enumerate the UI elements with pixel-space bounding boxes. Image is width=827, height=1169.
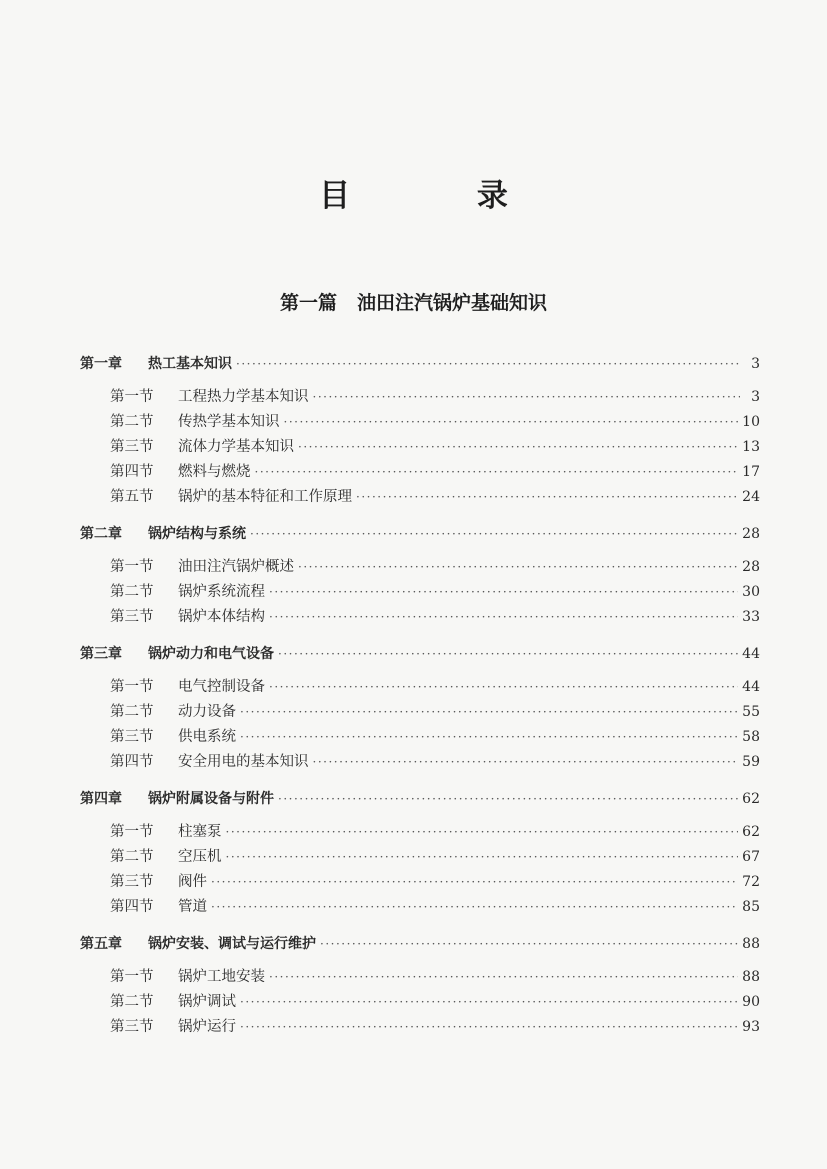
section-row[interactable] xyxy=(80,385,760,410)
section-title: 锅炉调试 xyxy=(178,994,236,1010)
section-number: 第一节 xyxy=(110,824,154,840)
section-title: 供电系统 xyxy=(178,729,236,745)
chapter-row[interactable] xyxy=(80,516,760,552)
section-page-number: 17 xyxy=(742,464,760,480)
section-title: 管道 xyxy=(178,899,207,915)
dot-leader xyxy=(284,410,739,435)
section-row[interactable] xyxy=(80,820,760,845)
section-row[interactable] xyxy=(80,410,760,435)
dot-leader xyxy=(298,555,738,580)
section-number: 第四节 xyxy=(110,899,154,915)
section-number: 第四节 xyxy=(110,754,154,770)
section-page-number: 85 xyxy=(742,899,760,915)
chapter-number: 第五章 xyxy=(80,936,122,952)
section-number: 第三节 xyxy=(110,729,154,745)
section-row[interactable] xyxy=(80,675,760,700)
section-number: 第三节 xyxy=(110,1019,154,1035)
part-number: 第一篇 xyxy=(279,292,337,314)
dot-leader xyxy=(269,580,738,605)
section-row[interactable] xyxy=(80,750,760,775)
section-row[interactable] xyxy=(80,605,760,630)
chapter-row[interactable] xyxy=(80,781,760,817)
section-title: 锅炉系统流程 xyxy=(178,584,265,600)
section-number: 第二节 xyxy=(110,414,154,430)
section-row[interactable] xyxy=(80,895,760,920)
dot-leader xyxy=(313,385,741,410)
section-row[interactable] xyxy=(80,870,760,895)
section-row[interactable] xyxy=(80,845,760,870)
section-title: 锅炉工地安装 xyxy=(178,969,265,985)
dot-leader xyxy=(269,675,738,700)
section-number: 第二节 xyxy=(110,994,154,1010)
section-row[interactable] xyxy=(80,460,760,485)
section-row[interactable] xyxy=(80,725,760,750)
section-number: 第三节 xyxy=(110,874,154,890)
chapter-page-number: 88 xyxy=(742,936,760,952)
chapter-row[interactable] xyxy=(80,636,760,672)
dot-leader xyxy=(298,435,738,460)
section-title: 燃料与燃烧 xyxy=(178,464,251,480)
section-list xyxy=(80,675,760,775)
chapter-number: 第四章 xyxy=(80,791,122,807)
chapter-number: 第一章 xyxy=(80,356,122,372)
section-number: 第一节 xyxy=(110,969,154,985)
section-title: 油田注汽锅炉概述 xyxy=(178,559,294,575)
part-title: 油田注汽锅炉基础知识 xyxy=(357,292,548,314)
chapter-row[interactable] xyxy=(80,346,760,382)
dot-leader xyxy=(278,636,738,672)
dot-leader xyxy=(236,346,740,382)
section-page-number: 13 xyxy=(742,439,760,455)
dot-leader xyxy=(255,460,739,485)
section-list xyxy=(80,965,760,1040)
section-page-number: 10 xyxy=(742,414,760,430)
chapter-title: 锅炉安装、调试与运行维护 xyxy=(148,936,316,952)
chapter-number: 第三章 xyxy=(80,646,122,662)
section-title: 空压机 xyxy=(178,849,222,865)
table-of-contents xyxy=(80,344,760,1046)
section-page-number: 24 xyxy=(742,489,760,505)
section-page-number: 93 xyxy=(742,1019,760,1035)
page-title: 目 录 xyxy=(319,178,566,214)
dot-leader xyxy=(250,516,738,552)
section-row[interactable] xyxy=(80,965,760,990)
section-page-number: 58 xyxy=(742,729,760,745)
section-page-number: 62 xyxy=(742,824,760,840)
section-title: 锅炉的基本特征和工作原理 xyxy=(178,489,352,505)
dot-leader xyxy=(356,485,738,510)
section-page-number: 33 xyxy=(742,609,760,625)
section-title: 流体力学基本知识 xyxy=(178,439,294,455)
section-page-number: 67 xyxy=(742,849,760,865)
chapter-number: 第二章 xyxy=(80,526,122,542)
section-title: 柱塞泵 xyxy=(178,824,222,840)
chapter-entry xyxy=(80,636,760,775)
section-row[interactable] xyxy=(80,485,760,510)
chapter-entry xyxy=(80,346,760,510)
dot-leader xyxy=(320,926,738,962)
section-page-number: 90 xyxy=(742,994,760,1010)
chapter-entry xyxy=(80,516,760,630)
section-title: 电气控制设备 xyxy=(178,679,265,695)
section-row[interactable] xyxy=(80,580,760,605)
chapter-page-number: 28 xyxy=(742,526,760,542)
section-number: 第一节 xyxy=(110,389,154,405)
chapter-page-number: 44 xyxy=(742,646,760,662)
section-list xyxy=(80,820,760,920)
chapter-entry xyxy=(80,926,760,1040)
chapter-entry xyxy=(80,781,760,920)
section-number: 第一节 xyxy=(110,679,154,695)
section-title: 安全用电的基本知识 xyxy=(178,754,309,770)
section-row[interactable] xyxy=(80,555,760,580)
section-list xyxy=(80,555,760,630)
part-heading xyxy=(0,288,827,315)
section-page-number: 3 xyxy=(751,389,760,405)
dot-leader xyxy=(269,605,738,630)
chapter-title: 锅炉结构与系统 xyxy=(148,526,246,542)
section-title: 传热学基本知识 xyxy=(178,414,280,430)
section-page-number: 44 xyxy=(742,679,760,695)
dot-leader xyxy=(240,990,738,1015)
section-page-number: 28 xyxy=(742,559,760,575)
section-page-number: 88 xyxy=(742,969,760,985)
chapter-title: 锅炉动力和电气设备 xyxy=(148,646,274,662)
section-number: 第五节 xyxy=(110,489,154,505)
chapter-row[interactable] xyxy=(80,926,760,962)
section-page-number: 30 xyxy=(742,584,760,600)
section-page-number: 55 xyxy=(742,704,760,720)
section-number: 第一节 xyxy=(110,559,154,575)
dot-leader xyxy=(226,820,739,845)
section-page-number: 59 xyxy=(742,754,760,770)
section-number: 第二节 xyxy=(110,584,154,600)
section-page-number: 72 xyxy=(742,874,760,890)
section-number: 第四节 xyxy=(110,464,154,480)
section-title: 动力设备 xyxy=(178,704,236,720)
dot-leader xyxy=(240,700,738,725)
dot-leader xyxy=(240,725,738,750)
section-list xyxy=(80,385,760,510)
section-title: 锅炉本体结构 xyxy=(178,609,265,625)
chapter-page-number: 3 xyxy=(751,356,760,372)
section-number: 第二节 xyxy=(110,704,154,720)
chapter-title: 热工基本知识 xyxy=(148,356,232,372)
section-row[interactable] xyxy=(80,990,760,1015)
chapter-title: 锅炉附属设备与附件 xyxy=(148,791,274,807)
dot-leader xyxy=(211,895,738,920)
dot-leader xyxy=(278,781,738,817)
dot-leader xyxy=(269,965,738,990)
dot-leader xyxy=(240,1015,738,1040)
dot-leader xyxy=(226,845,739,870)
dot-leader xyxy=(313,750,739,775)
section-row[interactable] xyxy=(80,1015,760,1040)
section-title: 工程热力学基本知识 xyxy=(178,389,309,405)
dot-leader xyxy=(211,870,738,895)
section-number: 第三节 xyxy=(110,439,154,455)
section-title: 锅炉运行 xyxy=(178,1019,236,1035)
chapter-page-number: 62 xyxy=(742,791,760,807)
section-number: 第二节 xyxy=(110,849,154,865)
section-title: 阀件 xyxy=(178,874,207,890)
section-row[interactable] xyxy=(80,435,760,460)
section-row[interactable] xyxy=(80,700,760,725)
section-number: 第三节 xyxy=(110,609,154,625)
